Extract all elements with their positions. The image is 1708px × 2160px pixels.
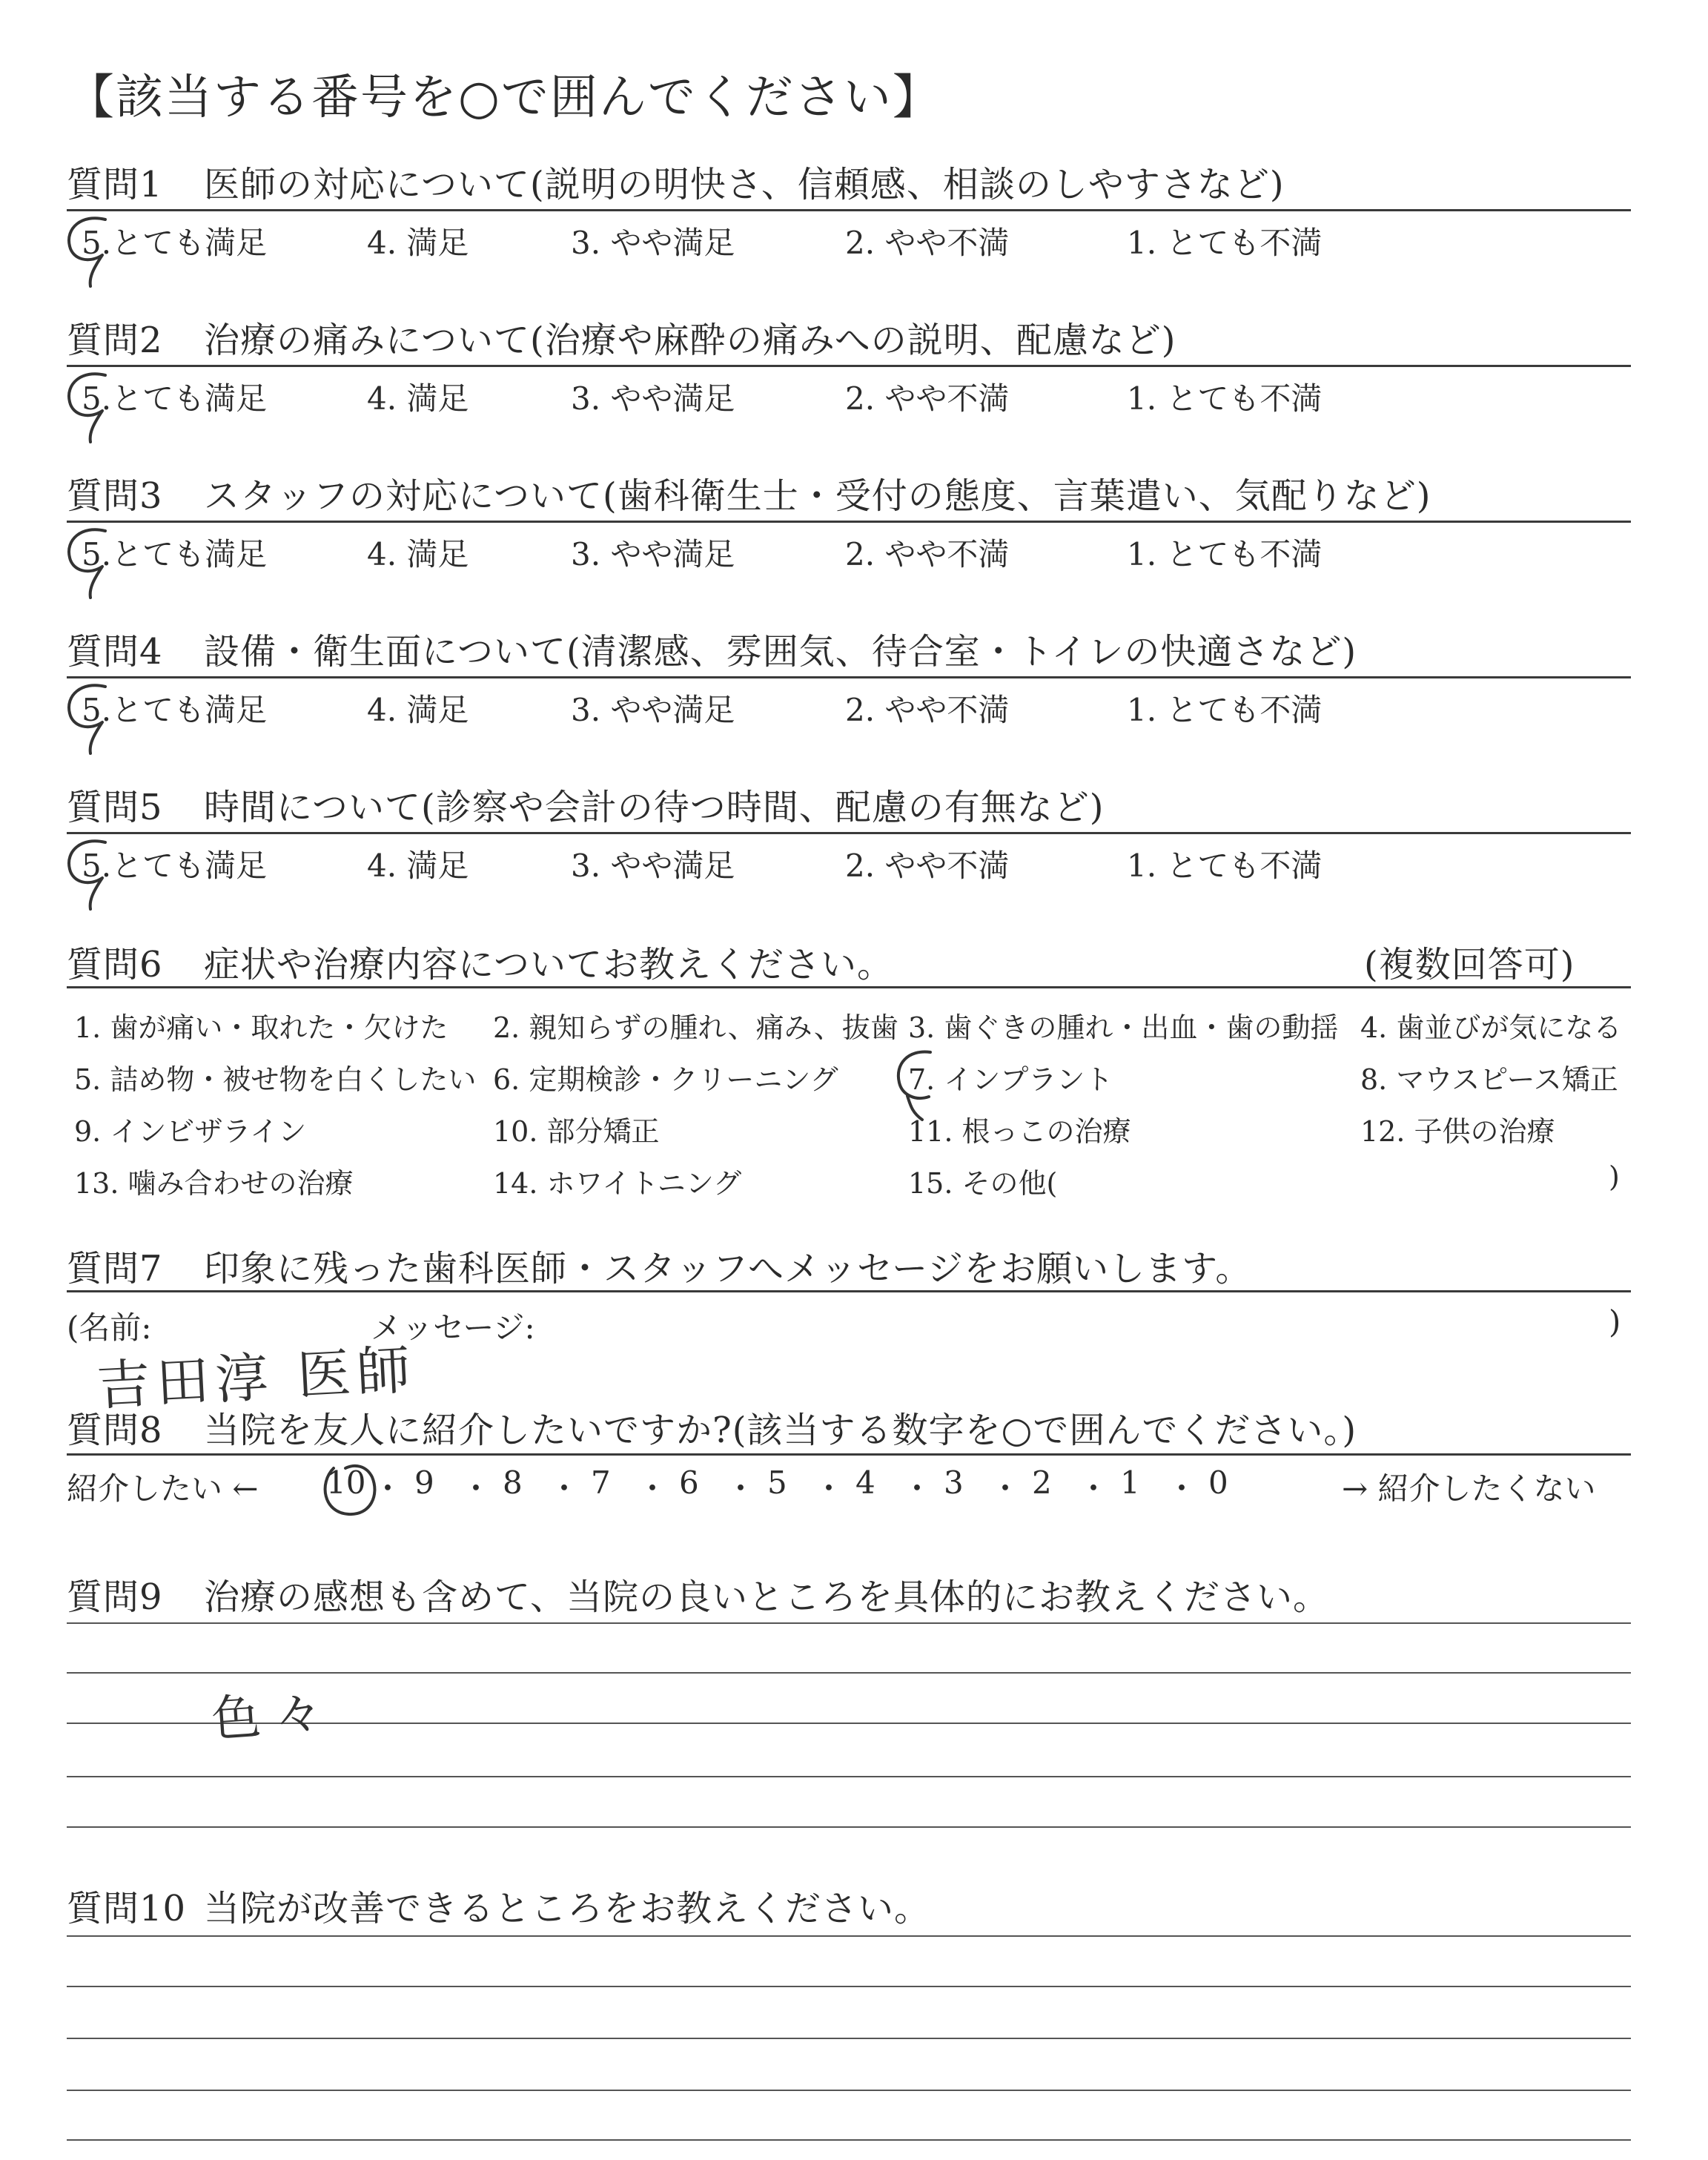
q9-label: 質問9 bbox=[67, 1576, 163, 1618]
q6-option-14[interactable]: 14. ホワイトニング bbox=[493, 1167, 742, 1200]
q3-label: 質問3 bbox=[67, 475, 163, 517]
q5-option-5[interactable]: 5.とても満足 bbox=[82, 848, 268, 884]
q1-option-2[interactable]: 2. やや不満 bbox=[845, 225, 1010, 261]
q6-option-12[interactable]: 12. 子供の治療 bbox=[1360, 1115, 1555, 1148]
q6-option-4[interactable]: 4. 歯並びが気になる bbox=[1360, 1011, 1622, 1044]
q3-option-3[interactable]: 3. やや満足 bbox=[571, 536, 735, 572]
q3-rule bbox=[67, 521, 1631, 523]
q3-text: スタッフの対応について(歯科衛生士・受付の態度、言葉遣い、気配りなど) bbox=[204, 475, 1431, 517]
q3-option-1[interactable]: 1. とても不満 bbox=[1127, 536, 1323, 572]
q7-close: ) bbox=[1609, 1304, 1621, 1340]
q6-option-2[interactable]: 2. 親知らずの腫れ、痛み、抜歯 bbox=[493, 1011, 898, 1044]
q4-option-3[interactable]: 3. やや満足 bbox=[571, 692, 735, 728]
q1-label: 質問1 bbox=[67, 164, 163, 205]
q6-option-7[interactable]: 7. インプラント bbox=[908, 1063, 1113, 1096]
q4-rule bbox=[67, 676, 1631, 678]
q5-option-3[interactable]: 3. やや満足 bbox=[571, 848, 735, 884]
q2-option-4[interactable]: 4. 満足 bbox=[367, 380, 469, 417]
q6-option-8[interactable]: 8. マウスピース矯正 bbox=[1360, 1063, 1618, 1096]
q7-message-label: メッセージ: bbox=[371, 1309, 535, 1346]
q2-text: 治療の痛みについて(治療や麻酔の痛みへの説明、配慮など) bbox=[204, 320, 1176, 361]
q7-handwritten-name[interactable]: 吉田淳 医師 bbox=[95, 1338, 418, 1418]
q8-scale-separator: ・ bbox=[725, 1470, 757, 1507]
q8-scale-separator: ・ bbox=[990, 1470, 1022, 1507]
q8-scale-3[interactable]: 3 bbox=[944, 1464, 964, 1501]
q9-line-1 bbox=[67, 1622, 1631, 1624]
q8-right-label: → 紹介したくない bbox=[1342, 1470, 1596, 1507]
q3-selection-circle bbox=[59, 521, 126, 602]
q2-option-1[interactable]: 1. とても不満 bbox=[1127, 380, 1323, 417]
q8-scale-6[interactable]: 6 bbox=[679, 1464, 699, 1501]
q10-line-5 bbox=[67, 2139, 1631, 2141]
q10-line-3 bbox=[67, 2038, 1631, 2039]
q8-scale-separator: ・ bbox=[1078, 1470, 1110, 1507]
q1-option-3[interactable]: 3. やや満足 bbox=[571, 225, 735, 261]
q8-scale-separator: ・ bbox=[1166, 1470, 1198, 1507]
q8-scale-4[interactable]: 4 bbox=[855, 1464, 875, 1501]
q1-selection-circle bbox=[59, 209, 126, 291]
q4-selection-circle bbox=[59, 676, 126, 758]
q1-option-1[interactable]: 1. とても不満 bbox=[1127, 225, 1323, 261]
q4-option-2[interactable]: 2. やや不満 bbox=[845, 692, 1010, 728]
q6-selection-11-mark bbox=[897, 1090, 949, 1135]
q2-option-2[interactable]: 2. やや不満 bbox=[845, 380, 1010, 417]
q6-note: (複数回答可) bbox=[1364, 944, 1575, 985]
q8-scale-2[interactable]: 2 bbox=[1032, 1464, 1052, 1501]
q8-scale-separator: ・ bbox=[549, 1470, 580, 1507]
q2-selection-circle bbox=[59, 365, 126, 446]
q10-line-2 bbox=[67, 1986, 1631, 1987]
q5-option-2[interactable]: 2. やや不満 bbox=[845, 848, 1010, 884]
q8-scale-0[interactable]: 0 bbox=[1208, 1464, 1228, 1501]
q4-label: 質問4 bbox=[67, 631, 163, 673]
q1-rule bbox=[67, 209, 1631, 211]
q7-label: 質問7 bbox=[67, 1248, 163, 1289]
q8-scale-1[interactable]: 1 bbox=[1120, 1464, 1140, 1501]
q8-scale-separator: ・ bbox=[460, 1470, 492, 1507]
q6-label: 質問6 bbox=[67, 944, 163, 985]
q5-label: 質問5 bbox=[67, 787, 163, 828]
q6-option-13[interactable]: 13. 噛み合わせの治療 bbox=[74, 1167, 354, 1200]
q6-option-9[interactable]: 9. インビザライン bbox=[74, 1115, 307, 1148]
page-title: 【該当する番号を○で囲んでください】 bbox=[67, 70, 941, 125]
q4-option-1[interactable]: 1. とても不満 bbox=[1127, 692, 1323, 728]
q5-selection-circle bbox=[59, 832, 126, 914]
q10-text: 当院が改善できるところをお教えください。 bbox=[204, 1888, 931, 1929]
q8-scale-separator: ・ bbox=[813, 1470, 845, 1507]
q8-scale-5[interactable]: 5 bbox=[767, 1464, 787, 1501]
q1-option-4[interactable]: 4. 満足 bbox=[367, 225, 469, 261]
q6-option-15-close: ) bbox=[1609, 1160, 1620, 1193]
q8-scale-7[interactable]: 7 bbox=[591, 1464, 611, 1501]
q8-rule bbox=[67, 1453, 1631, 1456]
q2-option-3[interactable]: 3. やや満足 bbox=[571, 380, 735, 417]
q5-option-1[interactable]: 1. とても不満 bbox=[1127, 848, 1323, 884]
q9-line-5 bbox=[67, 1826, 1631, 1828]
q5-text: 時間について(診察や会計の待つ時間、配慮の有無など) bbox=[204, 787, 1105, 828]
q6-rule bbox=[67, 986, 1631, 988]
q2-option-5[interactable]: 5.とても満足 bbox=[82, 380, 268, 417]
q6-option-11[interactable]: 11. 根っこの治療 bbox=[908, 1115, 1131, 1148]
q6-option-10[interactable]: 10. 部分矯正 bbox=[493, 1115, 660, 1148]
q8-scale-separator: ・ bbox=[372, 1470, 404, 1507]
q1-text: 医師の対応について(説明の明快さ、信頼感、相談のしやすさなど) bbox=[204, 164, 1285, 205]
q8-scale-separator: ・ bbox=[637, 1470, 669, 1507]
q9-line-4 bbox=[67, 1776, 1631, 1777]
q1-option-5[interactable]: 5.とても満足 bbox=[82, 225, 268, 261]
q8-scale-10[interactable]: 10 bbox=[326, 1464, 366, 1501]
q6-option-6[interactable]: 6. 定期検診・クリーニング bbox=[493, 1063, 838, 1096]
q9-text: 治療の感想も含めて、当院の良いところを具体的にお教えください。 bbox=[204, 1576, 1330, 1618]
q7-rule bbox=[67, 1290, 1631, 1292]
q10-line-4 bbox=[67, 2090, 1631, 2091]
q3-option-4[interactable]: 4. 満足 bbox=[367, 536, 469, 572]
q2-rule bbox=[67, 365, 1631, 367]
q10-label: 質問10 bbox=[67, 1888, 187, 1929]
q4-option-5[interactable]: 5.とても満足 bbox=[82, 692, 268, 728]
q7-text: 印象に残った歯科医師・スタッフへメッセージをお願いします。 bbox=[204, 1248, 1252, 1289]
q7-name-label: (名前: bbox=[67, 1309, 152, 1346]
q6-option-15[interactable]: 15. その他( bbox=[908, 1167, 1058, 1200]
q8-text: 当院を友人に紹介したいですか?(該当する数字を○で囲んでください。) bbox=[204, 1410, 1357, 1451]
q6-option-3[interactable]: 3. 歯ぐきの腫れ・出血・歯の動揺 bbox=[908, 1011, 1339, 1044]
q6-text: 症状や治療内容についてお教えください。 bbox=[204, 944, 894, 985]
q5-option-4[interactable]: 4. 満足 bbox=[367, 848, 469, 884]
q8-left-label: 紹介したい ← bbox=[67, 1470, 259, 1507]
q3-option-2[interactable]: 2. やや不満 bbox=[845, 536, 1010, 572]
q10-line-1 bbox=[67, 1935, 1631, 1937]
q6-option-1[interactable]: 1. 歯が痛い・取れた・欠けた bbox=[74, 1011, 448, 1044]
q9-handwritten-answer[interactable]: 色々 bbox=[209, 1682, 338, 1748]
q8-scale-9[interactable]: 9 bbox=[414, 1464, 434, 1501]
q8-label: 質問8 bbox=[67, 1410, 163, 1451]
q8-scale-8[interactable]: 8 bbox=[503, 1464, 523, 1501]
q4-option-4[interactable]: 4. 満足 bbox=[367, 692, 469, 728]
q6-option-5[interactable]: 5. 詰め物・被せ物を白くしたい bbox=[74, 1063, 477, 1096]
q2-label: 質問2 bbox=[67, 320, 163, 361]
q4-text: 設備・衛生面について(清潔感、雰囲気、待合室・トイレの快適さなど) bbox=[204, 631, 1357, 673]
q8-scale-separator: ・ bbox=[901, 1470, 933, 1507]
q8-selection-circle bbox=[311, 1453, 393, 1527]
q3-option-5[interactable]: 5.とても満足 bbox=[82, 536, 268, 572]
q5-rule bbox=[67, 832, 1631, 834]
